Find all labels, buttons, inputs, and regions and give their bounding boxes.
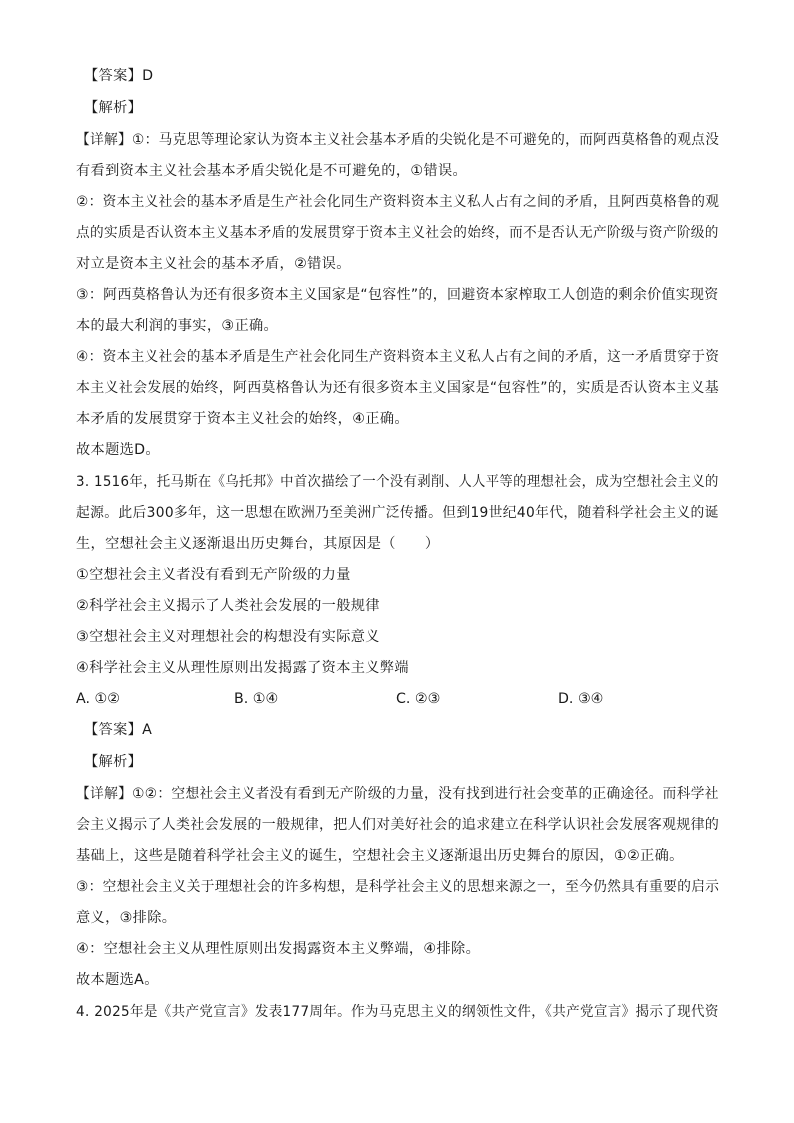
analysis-label: 【解析】 (84, 100, 143, 116)
text-line: 点的实质是否认资本主义基本矛盾的发展贯穿于资本主义社会的始终，而不是否认无产阶级与资产阶级的 (76, 225, 719, 241)
conclusion-line: 故本题选D。 (76, 442, 160, 458)
text-line: ④：空想社会主义从理性原则出发揭露资本主义弊端，④排除。 (76, 941, 481, 957)
question-stem: 生，空想社会主义逐渐退出历史舞台，其原因是（ ） (76, 536, 440, 552)
option-c: C. ②③ (396, 691, 441, 707)
text-line: 对立是资本主义社会的基本矛盾，②错误。 (76, 256, 351, 272)
text-line: 【详解】①②：空想社会主义者没有看到无产阶级的力量，没有找到进行社会变革的正确途径。而科学社 (76, 786, 719, 802)
analysis-label: 【解析】 (84, 754, 143, 770)
text-line: ④：资本主义社会的基本矛盾是生产社会化同生产资料资本主义私人占有之间的矛盾，这一矛盾贯穿于资 (76, 349, 720, 365)
question-stem: 4. 2025年是《共产党宣言》发表177周年。作为马克思主义的纲领性文件，《共产党宣言》揭示了现代资 (76, 1004, 719, 1020)
text-line: ③：空想社会主义关于理想社会的许多构想，是科学社会主义的思想来源之一，至今仍然具有重要的启示 (76, 879, 720, 895)
statement-3: ③空想社会主义对理想社会的构想没有实际意义 (76, 629, 380, 645)
option-a: A. ①② (76, 691, 120, 707)
conclusion-line: 故本题选A。 (76, 972, 159, 988)
statement-1: ①空想社会主义者没有看到无产阶级的力量 (76, 567, 351, 583)
text-line: 有看到资本主义社会基本矛盾尖锐化是不可避免的，①错误。 (76, 163, 468, 179)
text-line: 会主义揭示了人类社会发展的一般规律，把人们对美好社会的追求建立在科学认识社会发展客观规律的 (76, 817, 720, 833)
answer-label: 【答案】D (84, 68, 154, 84)
text-line: 本的最大利润的事实，③正确。 (76, 318, 279, 334)
question-stem: 起源。此后300多年，这一思想在欧洲乃至美洲广泛传播。但到19世纪40年代，随着科学社会主义的诞 (76, 505, 719, 521)
text-line: 本矛盾的发展贯穿于资本主义社会的始终，④正确。 (76, 411, 409, 427)
text-line: ③：阿西莫格鲁认为还有很多资本主义国家是“包容性”的，回避资本家榨取工人创造的剩余价值实现资 (76, 287, 719, 303)
statement-2: ②科学社会主义揭示了人类社会发展的一般规律 (76, 598, 380, 614)
question-stem: 3. 1516年，托马斯在《乌托邦》中首次描绘了一个没有剥削、人人平等的理想社会，成为空想社会主义的 (76, 474, 719, 490)
text-line: 基础上，这些是随着科学社会主义的诞生，空想社会主义逐渐退出历史舞台的原因，①②正确。 (76, 848, 684, 864)
answer-label: 【答案】A (84, 722, 153, 738)
text-line: ②：资本主义社会的基本矛盾是生产社会化同生产资料资本主义私人占有之间的矛盾，且阿西莫格鲁的观 (76, 194, 720, 210)
option-d: D. ③④ (558, 691, 604, 707)
option-b: B. ①④ (234, 691, 279, 707)
text-line: 【详解】①：马克思等理论家认为资本主义社会基本矛盾的尖锐化是不可避免的，而阿西莫格鲁的观点没 (76, 132, 720, 148)
text-line: 意义，③排除。 (76, 910, 177, 926)
text-line: 本主义社会发展的始终，阿西莫格鲁认为还有很多资本主义国家是“包容性”的，实质是否认资本主义基 (76, 380, 720, 396)
statement-4: ④科学社会主义从理性原则出发揭露了资本主义弊端 (76, 660, 409, 676)
